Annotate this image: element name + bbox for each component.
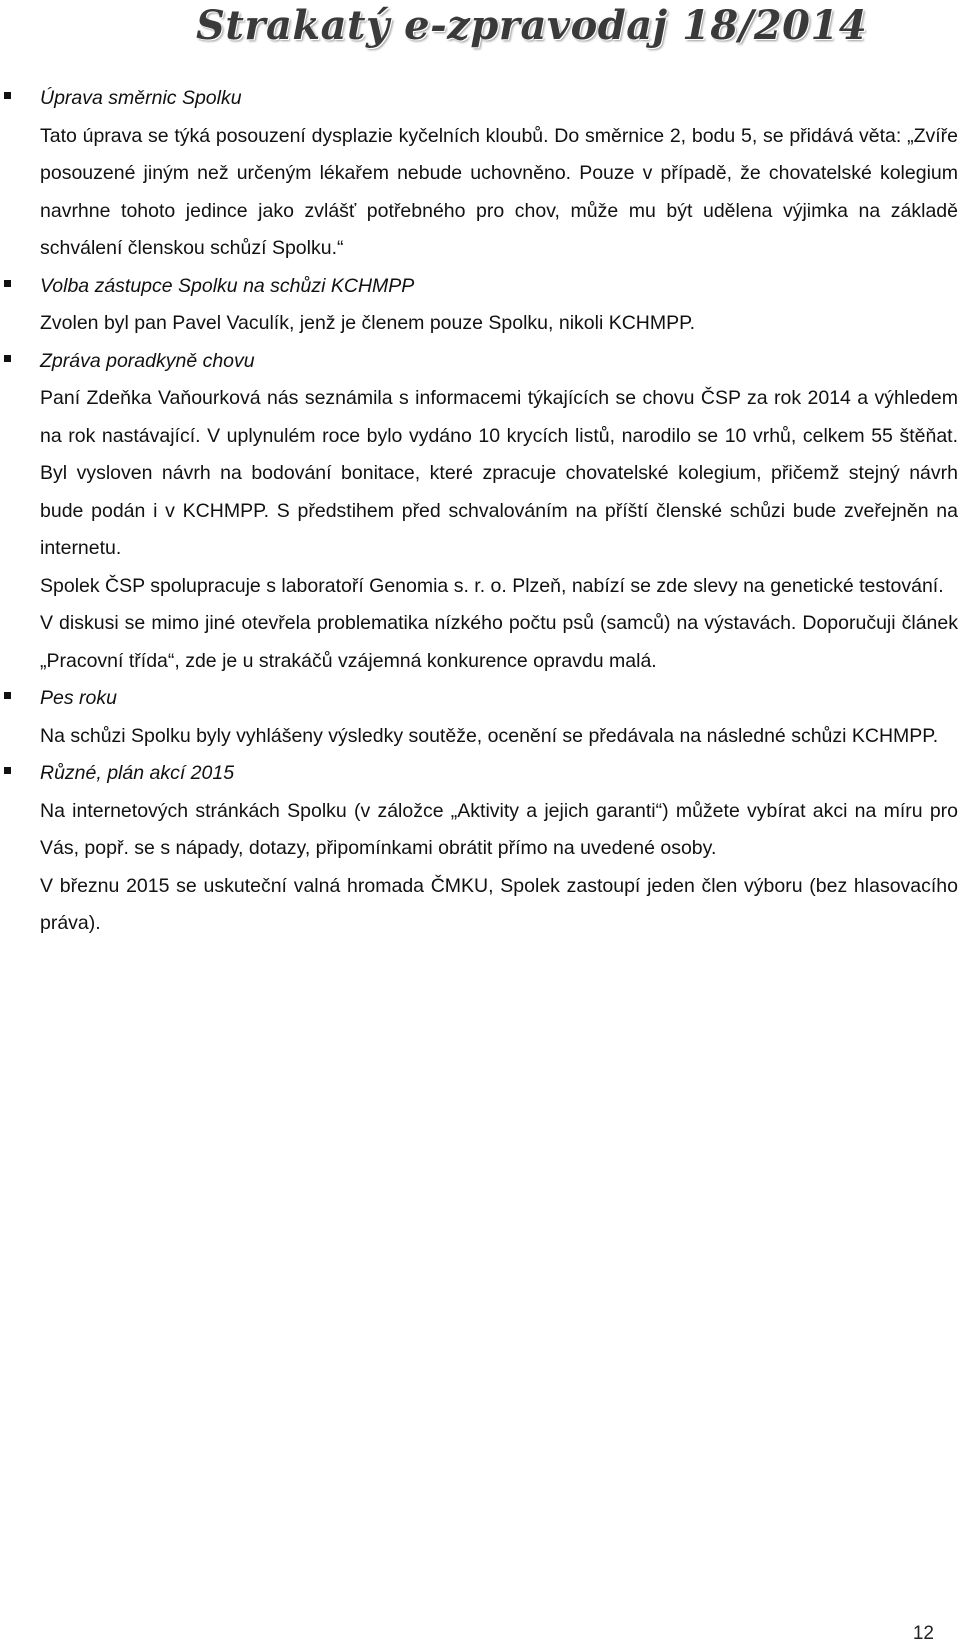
page-number: 12 [912,1623,934,1644]
newsletter-title: Strakatý e-zpravodaj 18/2014 [196,2,868,49]
section-title: Pes roku [40,687,117,709]
section-paragraph: Paní Zdeňka Vaňourková nás seznámila s informacemi týkajících se chovu ČSP za rok 2014 a výhledem na rok nastávající. V uplynulém roce bylo vydáno 10 krycích listů, narodilo se 10 vrhů, celkem 55 štěňat. Byl vysloven návrh na bodování bonitace, které zpracuje chovatelské kolegium, přičemž stejný návrh bude podán i v KCHMPP. S předstihem před schvalováním na příští členské schůzi bude zveřejněn na internetu. [40,387,958,559]
section-paragraph: Tato úprava se týká posouzení dysplazie kyčelních kloubů. Do směrnice 2, bodu 5, se přidává věta: „Zvíře posouzené jiným než určeným lékařem nebude uchovněno. Pouze v případě, že chovatelské kolegium navrhne tohoto jedince jako zvlášť potřebného pro chov, může mu být udělena výjimka na základě schválení členskou schůzí Spolku.“ [40,124,958,259]
section-volba-zastupce [0,268,958,343]
square-bullet-icon [4,280,11,287]
section-paragraph: Zvolen byl pan Pavel Vaculík, jenž je členem pouze Spolku, nikoli KCHMPP. [40,312,696,334]
section-paragraph: Na internetových stránkách Spolku (v záložce „Aktivity a jejich garanti“) můžete vybírat akci na míru pro Vás, popř. se s nápady, dotazy, připomínkami obrátit přímo na uvedené osoby. [40,799,958,859]
document-body [0,80,960,943]
square-bullet-icon [4,767,11,774]
section-title: Různé, plán akcí 2015 [40,762,235,784]
page-header [0,0,960,50]
section-zprava-poradkyne [0,343,958,681]
section-paragraph: V diskusi se mimo jiné otevřela problematika nízkého počtu psů (samců) na výstavách. Doporučuji článek „Pracovní třída“, zde je u strakáčů vzájemná konkurence opravdu malá. [40,612,958,672]
section-title: Úprava směrnic Spolku [40,87,242,109]
section-paragraph: Spolek ČSP spolupracuje s laboratoří Genomia s. r. o. Plzeň, nabízí se zde slevy na genetické testování. [40,574,944,597]
section-paragraph: V březnu 2015 se uskuteční valná hromada ČMKU, Spolek zastoupí jeden člen výboru (bez hlasovacího práva). [40,874,958,934]
section-pes-roku [0,680,958,755]
section-ruzne-plan-akci [0,755,958,943]
section-paragraph: Na schůzi Spolku byly vyhlášeny výsledky soutěže, ocenění se předávala na následné schůzi KCHMPP. [40,724,939,747]
section-title: Zpráva poradkyně chovu [40,349,255,372]
square-bullet-icon [4,692,11,699]
section-title: Volba zástupce Spolku na schůzi KCHMPP [40,274,415,297]
section-uprava-smernic [0,80,958,268]
square-bullet-icon [4,355,11,362]
square-bullet-icon [4,92,11,99]
